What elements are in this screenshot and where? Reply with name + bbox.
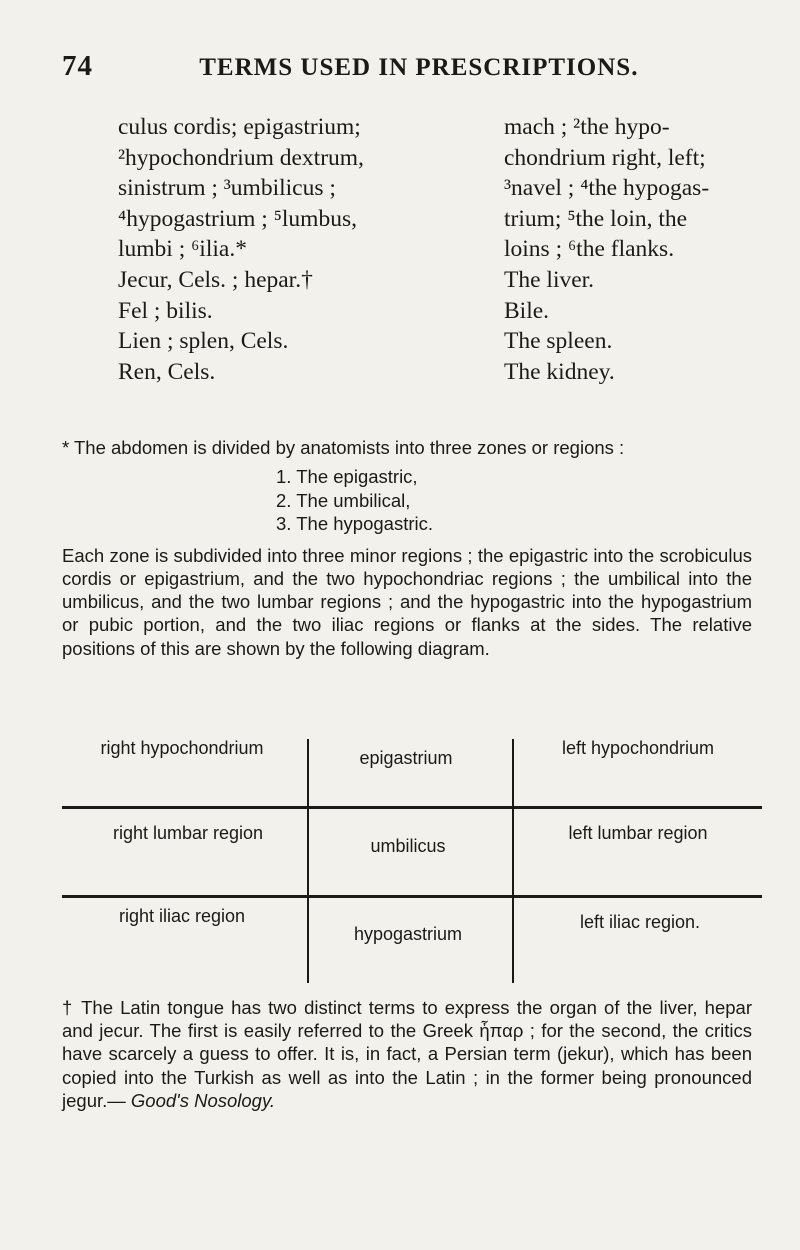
english-term: The spleen. xyxy=(504,328,613,355)
running-title: TERMS USED IN PRESCRIPTIONS. xyxy=(199,54,639,81)
latin-term: sinistrum ; ³umbilicus ; xyxy=(118,175,336,202)
footnote-liver-body: † The Latin tongue has two distinct terms to express the organ of the liver, hepar and jecur. The first is easily referred to the Greek ἧπαρ ; for the second, the critics have scarcely a guess to offer. It is, in fact, a Persian term (jekur), which has been copied into the Turkish as well as into the Latin ; in the former being pronounced jegur.— xyxy=(62,997,752,1111)
diagram-cell: epigastrium xyxy=(359,748,453,768)
diagram-cell: right lumbar region xyxy=(112,823,264,843)
zone-list xyxy=(276,465,752,536)
english-term: The liver. xyxy=(504,266,595,293)
footnote-liver-text xyxy=(62,996,752,1112)
term-row xyxy=(118,173,758,204)
diagram-divider xyxy=(62,895,762,898)
latin-term: culus cordis; epigastrium; xyxy=(118,114,361,140)
regions-diagram xyxy=(62,733,762,983)
term-row xyxy=(118,296,758,327)
term-row xyxy=(118,326,758,357)
diagram-cell: left hypochondrium xyxy=(561,738,715,758)
english-term: mach ; ²the hypo- xyxy=(504,114,670,140)
term-row xyxy=(118,234,758,265)
term-row xyxy=(118,357,758,388)
latin-term: Lien ; splen, Cels. xyxy=(118,328,289,355)
english-term: loins ; ⁶the flanks. xyxy=(504,236,675,263)
diagram-cell: hypogastrium xyxy=(353,924,463,944)
diagram-cell: left iliac region. xyxy=(579,912,701,932)
term-row xyxy=(118,265,758,296)
latin-term: lumbi ; ⁶ilia.* xyxy=(118,236,247,263)
latin-term: Jecur, Cels. ; hepar.† xyxy=(118,266,313,293)
diagram-divider xyxy=(512,739,514,983)
english-term: trium; ⁵the loin, the xyxy=(504,205,688,232)
term-row xyxy=(118,112,758,143)
page-number: 74 xyxy=(62,50,93,82)
diagram-cell: left lumbar region xyxy=(568,823,708,843)
diagram-cell: right iliac region xyxy=(118,906,246,926)
footnote-abdomen xyxy=(62,436,752,660)
zone-item: 3. The hypogastric. xyxy=(276,513,433,535)
english-term: ³navel ; ⁴the hypogas- xyxy=(504,175,710,202)
terms-table xyxy=(118,112,758,387)
footnote-source: Good's Nosology. xyxy=(130,1089,275,1111)
english-term: The kidney. xyxy=(504,358,615,385)
term-row xyxy=(118,143,758,174)
term-row xyxy=(118,204,758,235)
zone-item: 2. The umbilical, xyxy=(276,489,411,511)
latin-term: Fel ; bilis. xyxy=(118,297,213,324)
diagram-cell: umbilicus xyxy=(370,836,446,856)
zone-item: 1. The epigastric, xyxy=(276,466,418,488)
english-term: chondrium right, left; xyxy=(504,144,706,171)
diagram-divider xyxy=(307,739,309,983)
footnote-intro: * The abdomen is divided by anatomists into three zones or regions : xyxy=(62,437,625,458)
diagram-divider xyxy=(62,806,762,809)
latin-term: ⁴hypogastrium ; ⁵lumbus, xyxy=(118,205,357,232)
diagram-cell: right hypochondrium xyxy=(100,738,264,758)
footnote-liver xyxy=(62,996,752,1112)
english-term: Bile. xyxy=(504,297,550,324)
page-header xyxy=(62,50,762,83)
footnote-body: Each zone is subdivided into three minor regions ; the epigastric into the scrobiculus cordis or epigastrium, and the two hypochondriac regions ; the umbilical into the umbilicus, and the two lumbar regions ; and the hypogastric into the hypogastrium or pubic portion, and the two iliac regions or flanks at the sides. The relative positions of this are shown by the following diagram. xyxy=(62,544,752,659)
latin-term: ²hypochondrium dextrum, xyxy=(118,144,364,171)
latin-term: Ren, Cels. xyxy=(118,358,216,385)
